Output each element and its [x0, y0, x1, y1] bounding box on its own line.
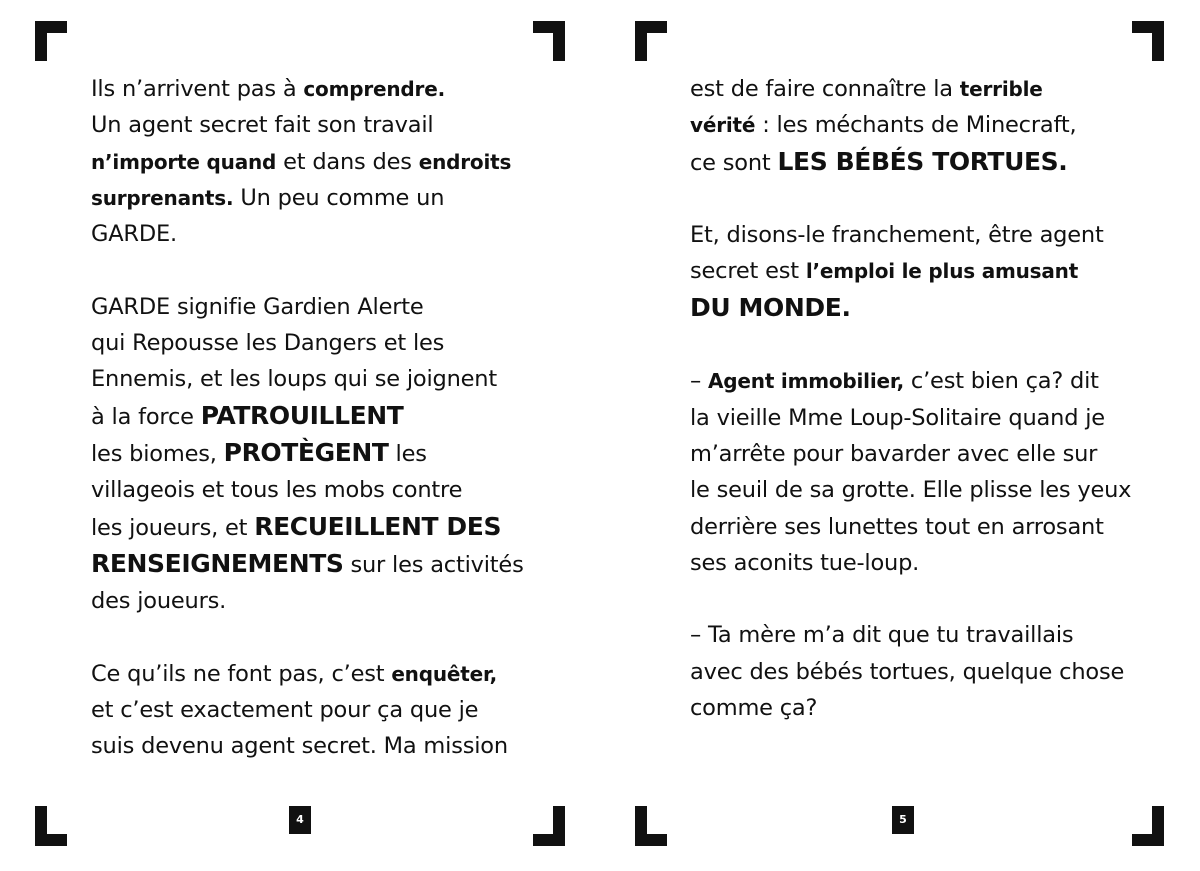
text-line: et c’est exactement pour ça que je — [91, 697, 479, 724]
corner-bottom-left-icon — [35, 806, 67, 846]
text-line: Ce qu’ils ne font pas, c’est enquêter, — [91, 660, 498, 687]
right-page — [600, 0, 1200, 871]
text-line: à la force PATROUILLENT — [91, 400, 404, 430]
corner-bottom-right-icon — [533, 806, 565, 846]
text-line: les biomes, PROTÈGENT les — [91, 437, 427, 467]
text-line: est de faire connaître la terrible — [690, 76, 1043, 102]
text-line: vérité : les méchants de Minecraft, — [690, 112, 1077, 139]
text-line: qui Repousse les Dangers et les — [91, 330, 445, 357]
text-line: GARDE. — [91, 221, 177, 248]
corner-top-left-icon — [635, 21, 667, 61]
text-line: Ennemis, et les loups qui se joignent — [91, 366, 497, 393]
text-line: suis devenu agent secret. Ma mission — [91, 733, 508, 760]
text-line: villageois et tous les mobs contre — [91, 477, 463, 504]
text-line: DU MONDE. — [690, 292, 851, 322]
text-line: comme ça? — [690, 695, 818, 722]
text-line: GARDE signifie Gardien Alerte — [91, 293, 424, 320]
text-line: avec des bébés tortues, quelque chose — [690, 658, 1125, 685]
text-line: m’arrête pour bavarder avec elle sur — [690, 440, 1098, 467]
text-line: ses aconits tue-loup. — [690, 549, 920, 576]
corner-top-right-icon — [533, 21, 565, 61]
text-line: Un agent secret fait son travail — [91, 112, 434, 139]
text-line: RENSEIGNEMENTS sur les activités — [91, 548, 524, 578]
text-line: les joueurs, et RECUEILLENT DES — [91, 511, 502, 541]
text-line: le seuil de sa grotte. Elle plisse les yeux — [690, 477, 1132, 504]
text-line: la vieille Mme Loup-Solitaire quand je — [690, 404, 1105, 431]
text-line: ce sont LES BÉBÉS TORTUES. — [690, 146, 1068, 176]
corner-bottom-left-icon — [635, 806, 667, 846]
text-line: Et, disons-le franchement, être agent — [690, 222, 1104, 249]
text-line: Ils n’arrivent pas à comprendre. — [91, 76, 445, 102]
text-line: – Agent immobilier, c’est bien ça? dit — [690, 368, 1099, 395]
page-number: 5 — [892, 806, 914, 834]
corner-top-right-icon — [1132, 21, 1164, 61]
corner-top-left-icon — [35, 21, 67, 61]
corner-bottom-right-icon — [1132, 806, 1164, 846]
text-line: des joueurs. — [91, 588, 227, 615]
page-number: 4 — [289, 806, 311, 834]
left-page-text — [91, 71, 524, 765]
right-page-text — [690, 71, 1131, 726]
text-line: surprenants. Un peu comme un — [91, 184, 445, 211]
text-line: n’importe quand et dans des endroits — [91, 148, 512, 175]
text-line: secret est l’emploi le plus amusant — [690, 258, 1079, 285]
text-line: derrière ses lunettes tout en arrosant — [690, 513, 1104, 540]
text-line: – Ta mère m’a dit que tu travaillais — [690, 622, 1074, 649]
